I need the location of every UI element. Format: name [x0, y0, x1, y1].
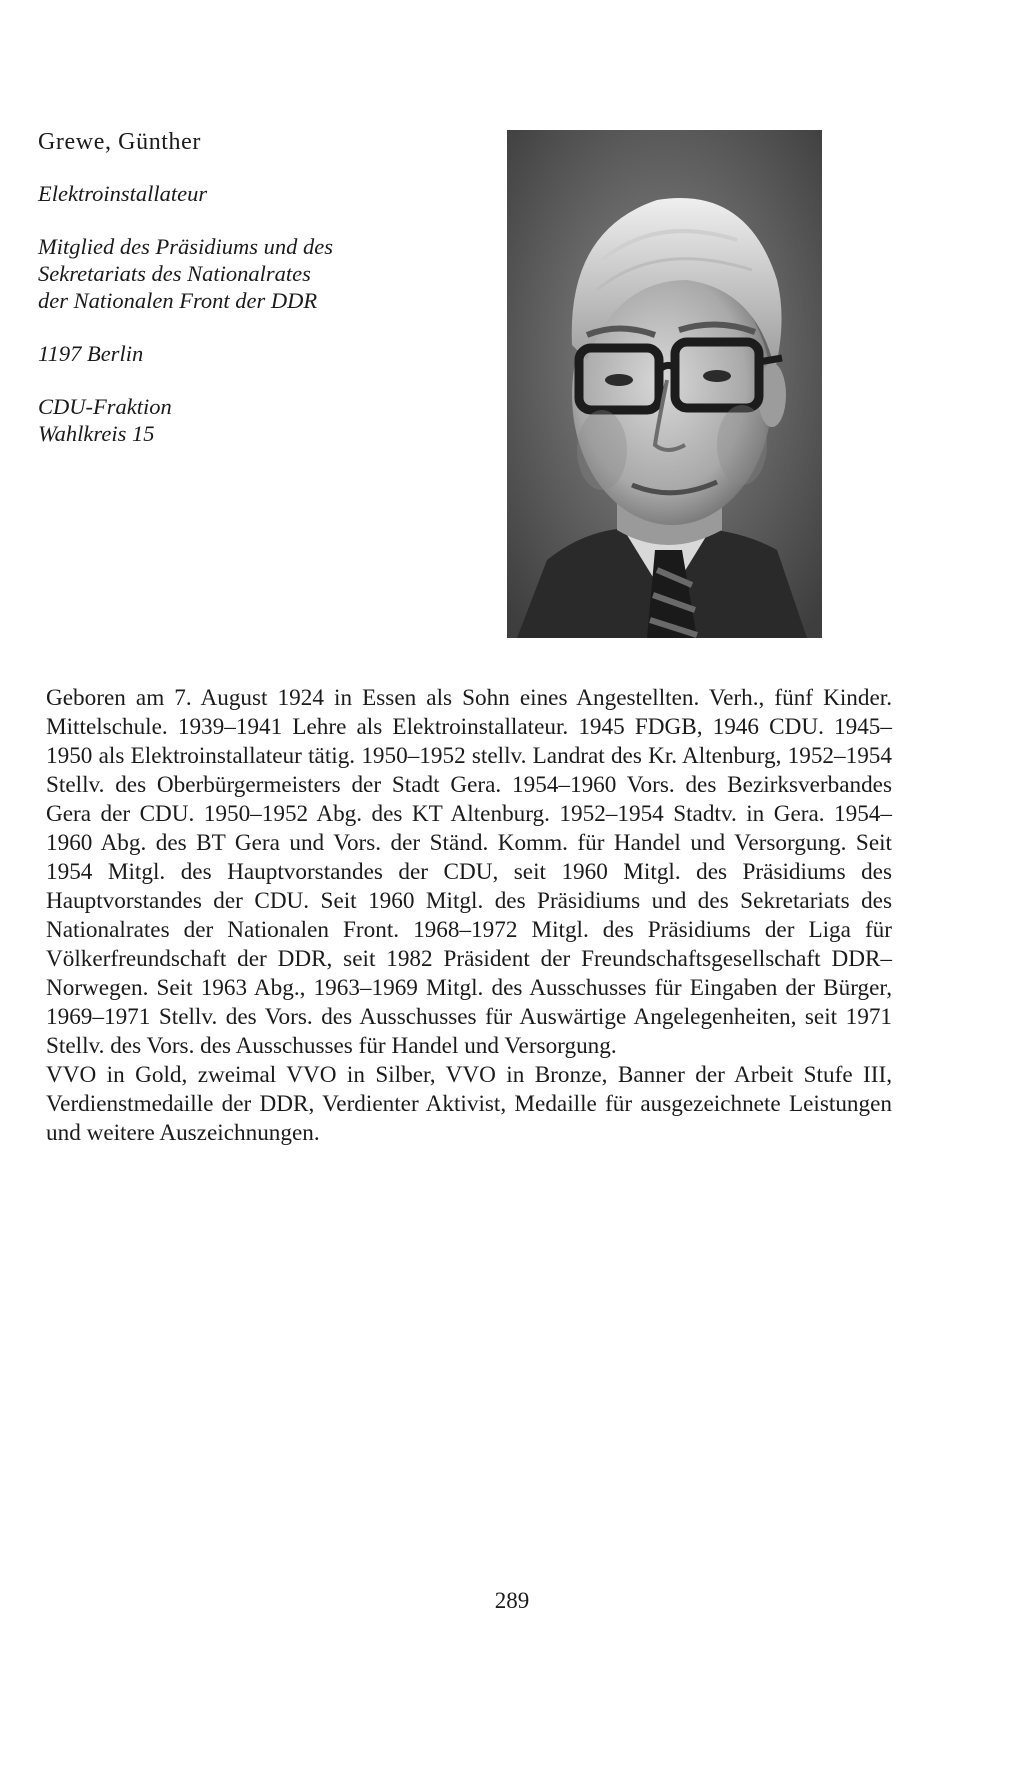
entry-header	[38, 128, 478, 473]
page-number: 289	[494, 1588, 530, 1613]
occupation: Elektroinstallateur	[38, 181, 208, 206]
faction-block	[38, 393, 478, 447]
constituency: Wahlkreis 15	[38, 421, 155, 446]
position-line: der Nationalen Front der DDR	[38, 288, 318, 313]
position-line: Sekretariats des Nationalrates	[38, 261, 311, 286]
position	[38, 233, 478, 314]
biography-career: Geboren am 7. August 1924 in Essen als Sohn eines Angestellten. Verh., fünf Kinder. Mittelschule. 1939–1941 Lehre als Elektroinstallateur. 1945 FDGB, 1946 CDU. 1945–1950 als Elektroinstallateur tätig. 1950–1952 stellv. Landrat des Kr. Altenburg, 1952–1954 Stellv. des Oberbürgermeisters der Stadt Gera. 1954–1960 Vors. des Bezirksverbandes Gera der CDU. 1950–1952 Abg. des KT Altenburg. 1952–1954 Stadtv. in Gera. 1954–1960 Abg. des BT Gera und Vors. der Ständ. Komm. für Handel und Versorgung. Seit 1954 Mitgl. des Hauptvorstandes der CDU, seit 1960 Mitgl. des Präsidiums des Hauptvorstandes der CDU. Seit 1960 Mitgl. des Präsidiums und des Sekretariats des Nationalrates der Nationalen Front. 1968–1972 Mitgl. des Präsidiums der Liga für Völkerfreundschaft der DDR, seit 1982 Präsident der Freundschaftsgesellschaft DDR–Norwegen. Seit 1963 Abg., 1963–1969 Mitgl. des Ausschusses für Eingaben der Bürger, 1969–1971 Stellv. des Vors. des Ausschusses für Auswärtige Angelegenheiten, seit 1971 Stellv. des Vors. des Ausschusses für Handel und Versorgung.	[46, 685, 892, 1059]
portrait-illustration	[507, 130, 822, 638]
position-line: Mitglied des Präsidiums und des	[38, 234, 333, 259]
person-name: Grewe, Günther	[38, 129, 202, 155]
faction: CDU-Fraktion	[38, 394, 172, 419]
biography	[46, 684, 892, 1148]
location: 1197 Berlin	[38, 341, 144, 366]
portrait-photo	[507, 130, 822, 638]
biography-awards: VVO in Gold, zweimal VVO in Silber, VVO in Bronze, Banner der Arbeit Stufe III, Verdienstmedaille der DDR, Verdienter Aktivist, Medaille für ausgezeichnete Leistungen und weitere Auszeichnungen.	[46, 1062, 892, 1146]
